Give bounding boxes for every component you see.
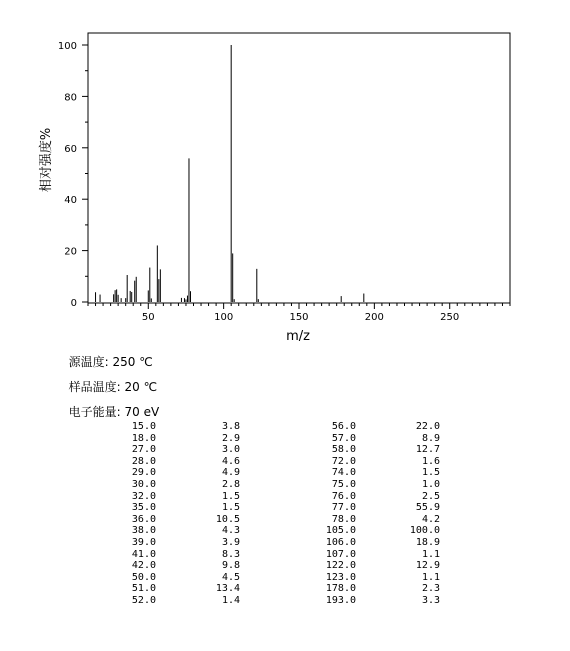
peak-intensity: 1.5 <box>221 502 240 514</box>
peak-intensity: 4.9 <box>221 467 240 479</box>
y-axis-title: 相对强度% <box>39 127 54 193</box>
peak-row <box>120 479 260 491</box>
peak-intensity: 1.0 <box>421 478 440 490</box>
peak-mz: 77.0 <box>331 502 356 514</box>
peak-mz: 106.0 <box>325 536 356 548</box>
peak-mz: 38.0 <box>131 525 156 537</box>
peak-row <box>120 595 260 607</box>
peak-mz: 76.0 <box>331 490 356 502</box>
peak-intensity: 1.4 <box>221 594 240 606</box>
peak-intensity: 1.5 <box>421 467 440 479</box>
peak-intensity: 22.0 <box>415 421 440 432</box>
peak-intensity: 2.3 <box>421 583 440 595</box>
peak-intensity: 4.3 <box>221 525 240 537</box>
electron-energy-value: 70 eV <box>124 405 160 419</box>
peak-mz: 29.0 <box>131 467 156 479</box>
peak-mz: 52.0 <box>131 594 156 606</box>
peak-row <box>120 444 260 456</box>
peak-row <box>320 444 460 456</box>
x-tick-label: 50 <box>141 312 155 323</box>
y-tick-label: 40 <box>64 195 77 207</box>
y-tick-label: 80 <box>64 92 77 104</box>
sample-temperature-label: 样品温度: <box>68 380 121 394</box>
peak-mz: 122.0 <box>325 560 356 572</box>
peak-intensity: 18.9 <box>415 536 440 548</box>
peak-mz: 27.0 <box>131 444 156 456</box>
peak-row <box>320 537 460 549</box>
peak-row <box>320 514 460 526</box>
peak-mz: 36.0 <box>131 513 156 525</box>
x-tick-label: 150 <box>289 312 309 323</box>
axis-frame <box>88 33 510 303</box>
y-tick-label: 60 <box>64 143 77 155</box>
peak-row <box>320 560 460 572</box>
plot-frame <box>88 33 510 303</box>
electron-energy-label: 电子能量: <box>68 405 121 419</box>
peak-mz: 50.0 <box>131 571 156 583</box>
peak-mz: 51.0 <box>131 583 156 595</box>
peak-intensity: 9.8 <box>221 560 240 572</box>
peak-intensity: 100.0 <box>409 525 440 537</box>
peak-mz: 32.0 <box>131 490 156 502</box>
peak-table-left <box>120 421 260 607</box>
peak-mz: 18.0 <box>131 432 156 444</box>
peak-intensity: 12.9 <box>415 560 440 572</box>
peak-row <box>320 456 460 468</box>
peak-row <box>320 491 460 503</box>
peak-row <box>120 525 260 537</box>
x-tick-label: 250 <box>440 312 460 323</box>
peak-row <box>120 467 260 479</box>
x-tick-label: 200 <box>364 312 384 323</box>
peak-row <box>320 421 460 433</box>
peak-intensity: 12.7 <box>415 444 440 456</box>
peak-row <box>120 491 260 503</box>
peak-row <box>120 572 260 584</box>
x-tick-label: 100 <box>214 312 234 323</box>
peak-row <box>320 549 460 561</box>
peak-mz: 30.0 <box>131 478 156 490</box>
peak-row <box>320 525 460 537</box>
peak-table-right <box>320 421 460 607</box>
peak-intensity: 3.3 <box>421 594 440 606</box>
peak-mz: 178.0 <box>325 583 356 595</box>
peak-intensity: 2.9 <box>221 432 240 444</box>
peak-row <box>320 572 460 584</box>
source-temperature-value: 250 ℃ <box>112 355 153 369</box>
peak-row <box>120 583 260 595</box>
peak-mz: 123.0 <box>325 571 356 583</box>
peak-mz: 39.0 <box>131 536 156 548</box>
peak-mz: 193.0 <box>325 594 356 606</box>
peak-intensity: 13.4 <box>215 583 240 595</box>
spectrum-peaks <box>96 45 364 302</box>
peak-row <box>120 433 260 445</box>
peak-row <box>120 549 260 561</box>
peak-row <box>120 560 260 572</box>
peak-intensity: 8.9 <box>421 432 440 444</box>
peak-intensity: 1.5 <box>221 490 240 502</box>
peak-intensity: 4.2 <box>421 513 440 525</box>
peak-mz: 28.0 <box>131 455 156 467</box>
peak-row <box>120 502 260 514</box>
peak-mz: 107.0 <box>325 548 356 560</box>
peak-intensity: 55.9 <box>415 502 440 514</box>
source-temperature-label: 源温度: <box>68 355 109 369</box>
y-tick-label: 20 <box>64 246 77 258</box>
y-tick-label: 0 <box>70 298 77 309</box>
x-axis-title: m/z <box>286 329 310 344</box>
peak-intensity: 4.5 <box>221 571 240 583</box>
peak-intensity: 1.1 <box>421 548 440 560</box>
peak-intensity: 1.1 <box>421 571 440 583</box>
peak-mz: 35.0 <box>131 502 156 514</box>
peak-intensity: 4.6 <box>221 455 240 467</box>
peak-mz: 78.0 <box>331 513 356 525</box>
sample-temperature-value: 20 ℃ <box>124 380 158 394</box>
peak-mz: 57.0 <box>331 432 356 444</box>
peak-row <box>320 583 460 595</box>
peak-intensity: 10.5 <box>215 513 240 525</box>
peak-intensity: 1.6 <box>421 455 440 467</box>
peak-intensity: 2.5 <box>421 490 440 502</box>
peak-intensity: 3.8 <box>221 421 240 432</box>
peak-mz: 74.0 <box>331 467 356 479</box>
peak-intensity: 8.3 <box>221 548 240 560</box>
y-tick-label: 100 <box>57 41 77 52</box>
peak-mz: 72.0 <box>331 455 356 467</box>
peak-mz: 56.0 <box>331 421 356 432</box>
peak-mz: 41.0 <box>131 548 156 560</box>
peak-mz: 58.0 <box>331 444 356 456</box>
peak-intensity: 3.9 <box>221 536 240 548</box>
peak-row <box>120 421 260 433</box>
peak-intensity: 2.8 <box>221 478 240 490</box>
peak-mz: 105.0 <box>325 525 356 537</box>
y-axis-ticks <box>58 41 88 309</box>
x-axis-ticks <box>88 303 510 323</box>
peak-row <box>120 537 260 549</box>
peak-row <box>320 467 460 479</box>
electron-energy <box>61 389 159 420</box>
peak-intensity: 3.0 <box>221 444 240 456</box>
peak-mz: 42.0 <box>131 560 156 572</box>
peak-row <box>320 479 460 491</box>
peak-row <box>120 456 260 468</box>
peak-row <box>320 595 460 607</box>
peak-mz: 75.0 <box>331 478 356 490</box>
peak-mz: 15.0 <box>131 421 156 432</box>
peak-row <box>320 502 460 514</box>
peak-row <box>320 433 460 445</box>
peak-row <box>120 514 260 526</box>
